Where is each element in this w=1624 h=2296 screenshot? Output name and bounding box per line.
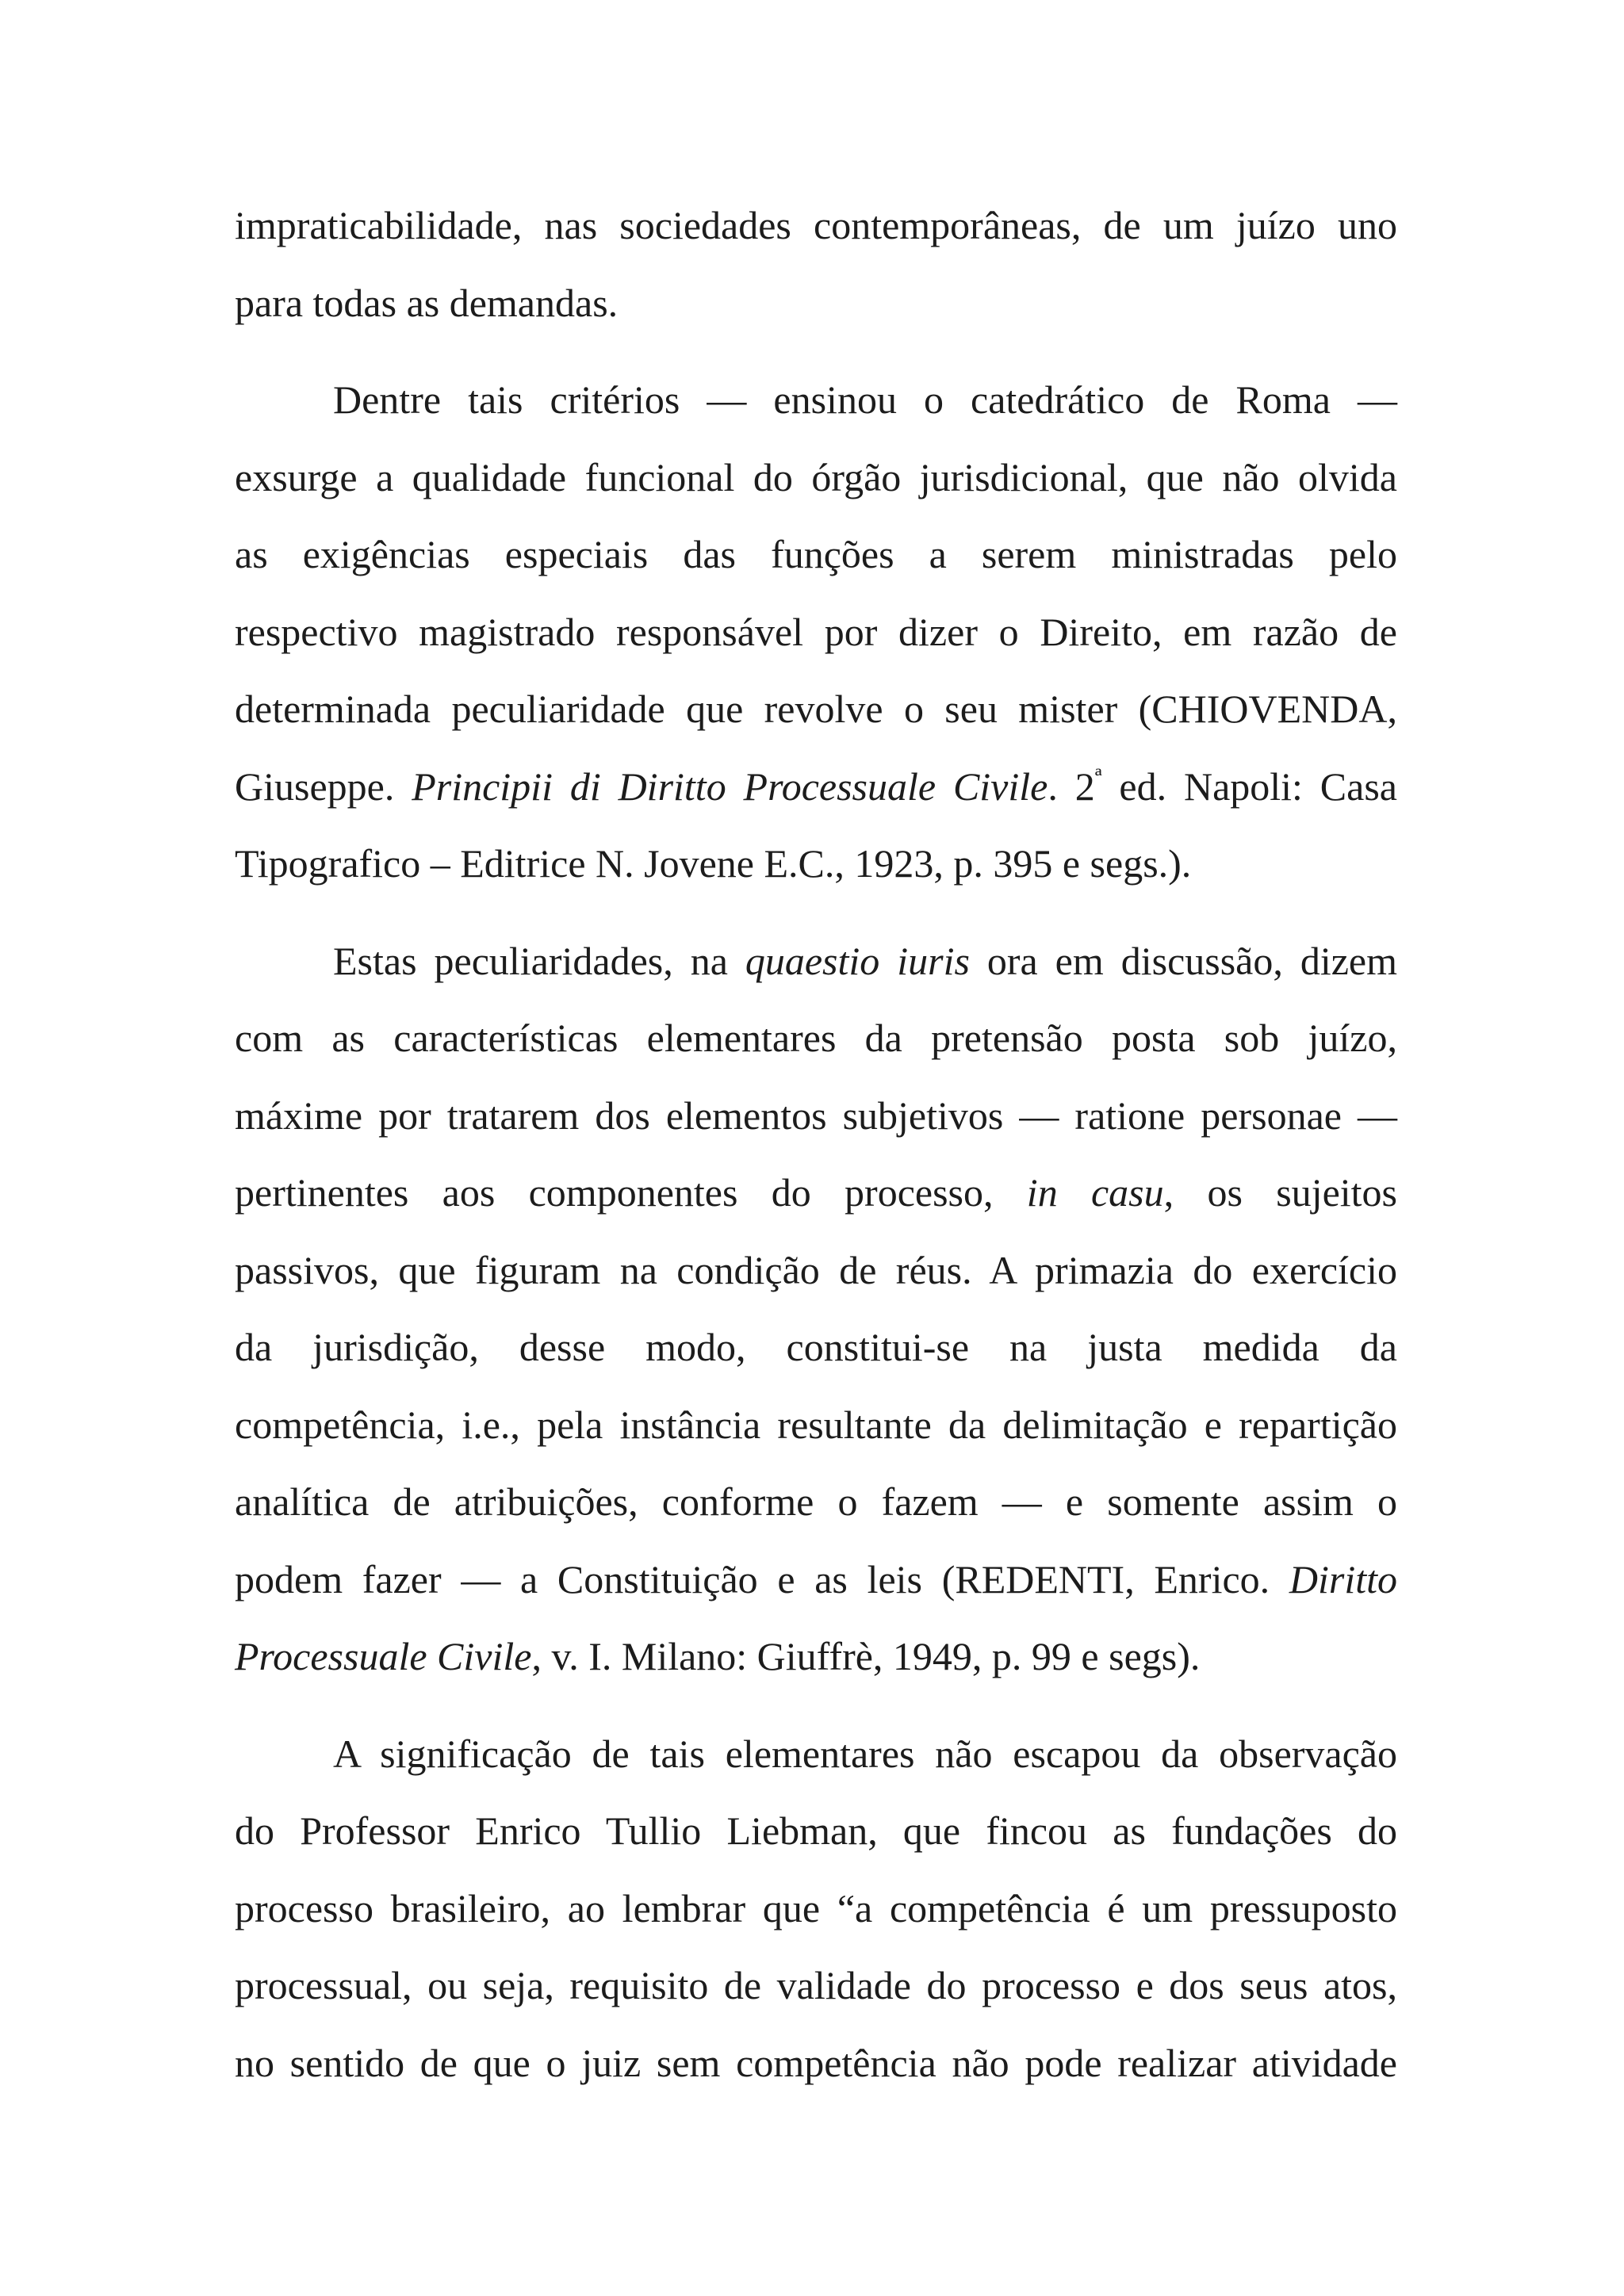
text-run: ed. Napoli: Casa [1101, 763, 1397, 809]
text-run: podem fazer — a Constituição e as leis (REDENTI, Enrico. [235, 1556, 1289, 1601]
text-line: exsurge a qualidade funcional do órgão jurisdicional, que não olvida [235, 454, 1397, 499]
text-line: respectivo magistrado responsável por dizer o Direito, em razão de [235, 609, 1397, 654]
text-run: Giuseppe. [235, 763, 412, 809]
paragraph-4 [235, 1716, 1397, 2103]
text-line: do Professor Enrico Tullio Liebman, que fincou as fundações do [235, 1808, 1397, 1853]
text-line: A significação de tais elementares não escapou da observação [333, 1731, 1397, 1776]
text-run: ora em discussão, dizem [969, 938, 1397, 983]
italic-title: Principii di Diritto Processuale Civile [412, 763, 1048, 809]
text-line: da jurisdição, desse modo, constitui-se na justa medida da [235, 1325, 1397, 1369]
text-line [235, 1541, 1397, 1619]
text-line [235, 1618, 1397, 1696]
text-line: para todas as demandas. [235, 280, 619, 325]
text-line: processo brasileiro, ao lembrar que “a competência é um pressuposto [235, 1885, 1397, 1931]
italic-term: quaestio iuris [745, 938, 970, 983]
text-line: analítica de atribuições, conforme o fazem — e somente assim o [235, 1479, 1397, 1524]
text-line: com as características elementares da pretensão posta sob juízo, [235, 1016, 1397, 1060]
text-line: máxime por tratarem dos elementos subjetivos — ratione personae — [235, 1093, 1397, 1138]
paragraph-2 [235, 362, 1397, 903]
ordinal-indicator: ª [1094, 762, 1102, 791]
text-line [235, 1154, 1397, 1232]
text-line: no sentido de que o juiz sem competência não pode realizar atividade [235, 2040, 1397, 2085]
italic-title: Processuale Civile [235, 1634, 532, 1678]
italic-title: Diritto [1289, 1556, 1397, 1601]
text-line: as exigências especiais das funções a serem ministradas pelo [235, 532, 1397, 576]
text-run: Estas peculiaridades, na [333, 938, 745, 983]
text-line [235, 748, 1397, 826]
text-run: . 2 [1048, 763, 1095, 809]
italic-term: in casu [1026, 1170, 1164, 1215]
body-text [235, 187, 1397, 2102]
text-line [235, 923, 1397, 1001]
text-line: determinada peculiaridade que revolve o seu mister (CHIOVENDA, [235, 687, 1397, 731]
text-run: pertinentes aos componentes do processo, [235, 1170, 1027, 1215]
text-line: competência, i.e., pela instância resultante da delimitação e repartição [235, 1402, 1397, 1447]
paragraph-1 [235, 187, 1397, 342]
text-line: Dentre tais critérios — ensinou o catedrático de Roma — [333, 377, 1397, 422]
text-line: impraticabilidade, nas sociedades contemporâneas, de um juízo uno [235, 203, 1397, 247]
text-run: , os sujeitos [1163, 1170, 1398, 1215]
text-line: passivos, que figuram na condição de réus. A primazia do exercício [235, 1247, 1397, 1292]
paragraph-3 [235, 923, 1397, 1696]
text-run: , v. I. Milano: Giuffrè, 1949, p. 99 e segs). [531, 1634, 1201, 1678]
text-line: processual, ou seja, requisito de validade do processo e dos seus atos, [235, 1963, 1397, 2007]
text-line: Tipografico – Editrice N. Jovene E.C., 1923, p. 395 e segs.). [235, 841, 1192, 886]
